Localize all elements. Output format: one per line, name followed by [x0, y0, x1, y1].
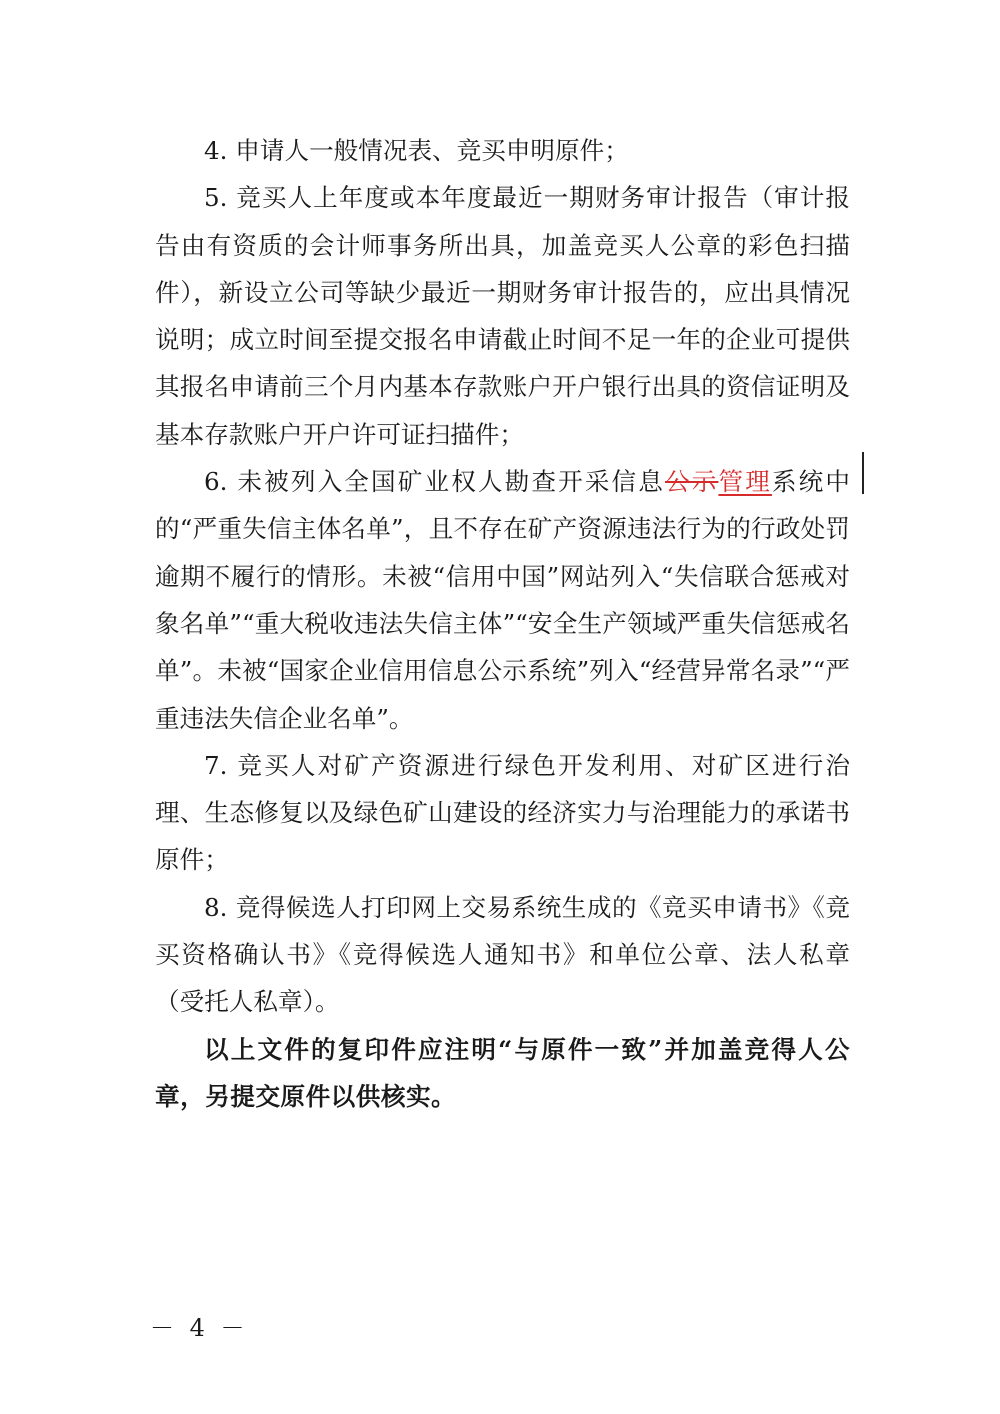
- item-6: [155, 458, 850, 742]
- deleted-revision: 公示: [665, 467, 719, 497]
- item-5: 5. 竞买人上年度或本年度最近一期财务审计报告（审计报告由有资质的会计师事务所出具，加盖竞买人公章的彩色扫描件），新设立公司等缺少最近一期财务审计报告的，应出具情况说明；成立时间至提交报名申请截止时间不足一年的企业可提供其报名申请前三个月内基本存款账户开户银行出具的资信证明及基本存款账户开户许可证扫描件；: [155, 183, 850, 449]
- item-6-text-after: 系统中的“严重失信主体名单”，且不存在矿产资源违法行为的行政处罚逾期不履行的情形。未被“信用中国”网站列入“失信联合惩戒对象名单”“重大税收违法失信主体”“安全生产领域严重失信惩戒名单”。未被“国家企业信用信息公示系统”列入“经营异常名录”“严重违法失信企业名单”。: [155, 467, 850, 733]
- revision-change-bar: [862, 452, 864, 494]
- document-body: [155, 127, 850, 1120]
- item-4: 4. 申请人一般情况表、竞买申明原件；: [204, 136, 629, 165]
- closing-note: 以上文件的复印件应注明“与原件一致”并加盖竞得人公章，另提交原件以供核实。: [155, 1034, 850, 1111]
- item-6-text-before: 6. 未被列入全国矿业权人勘查开采信息: [204, 467, 666, 497]
- page-number: － 4 －: [150, 1314, 249, 1342]
- item-8: 8. 竞得候选人打印网上交易系统生成的《竞买申请书》《竞买资格确认书》《竞得候选人通知书》和单位公章、法人私章（受托人私章）。: [155, 892, 850, 1017]
- inserted-revision: 管理: [718, 467, 772, 497]
- item-7: 7. 竞买人对矿产资源进行绿色开发利用、对矿区进行治理、生态修复以及绿色矿山建设的经济实力与治理能力的承诺书原件；: [155, 750, 850, 875]
